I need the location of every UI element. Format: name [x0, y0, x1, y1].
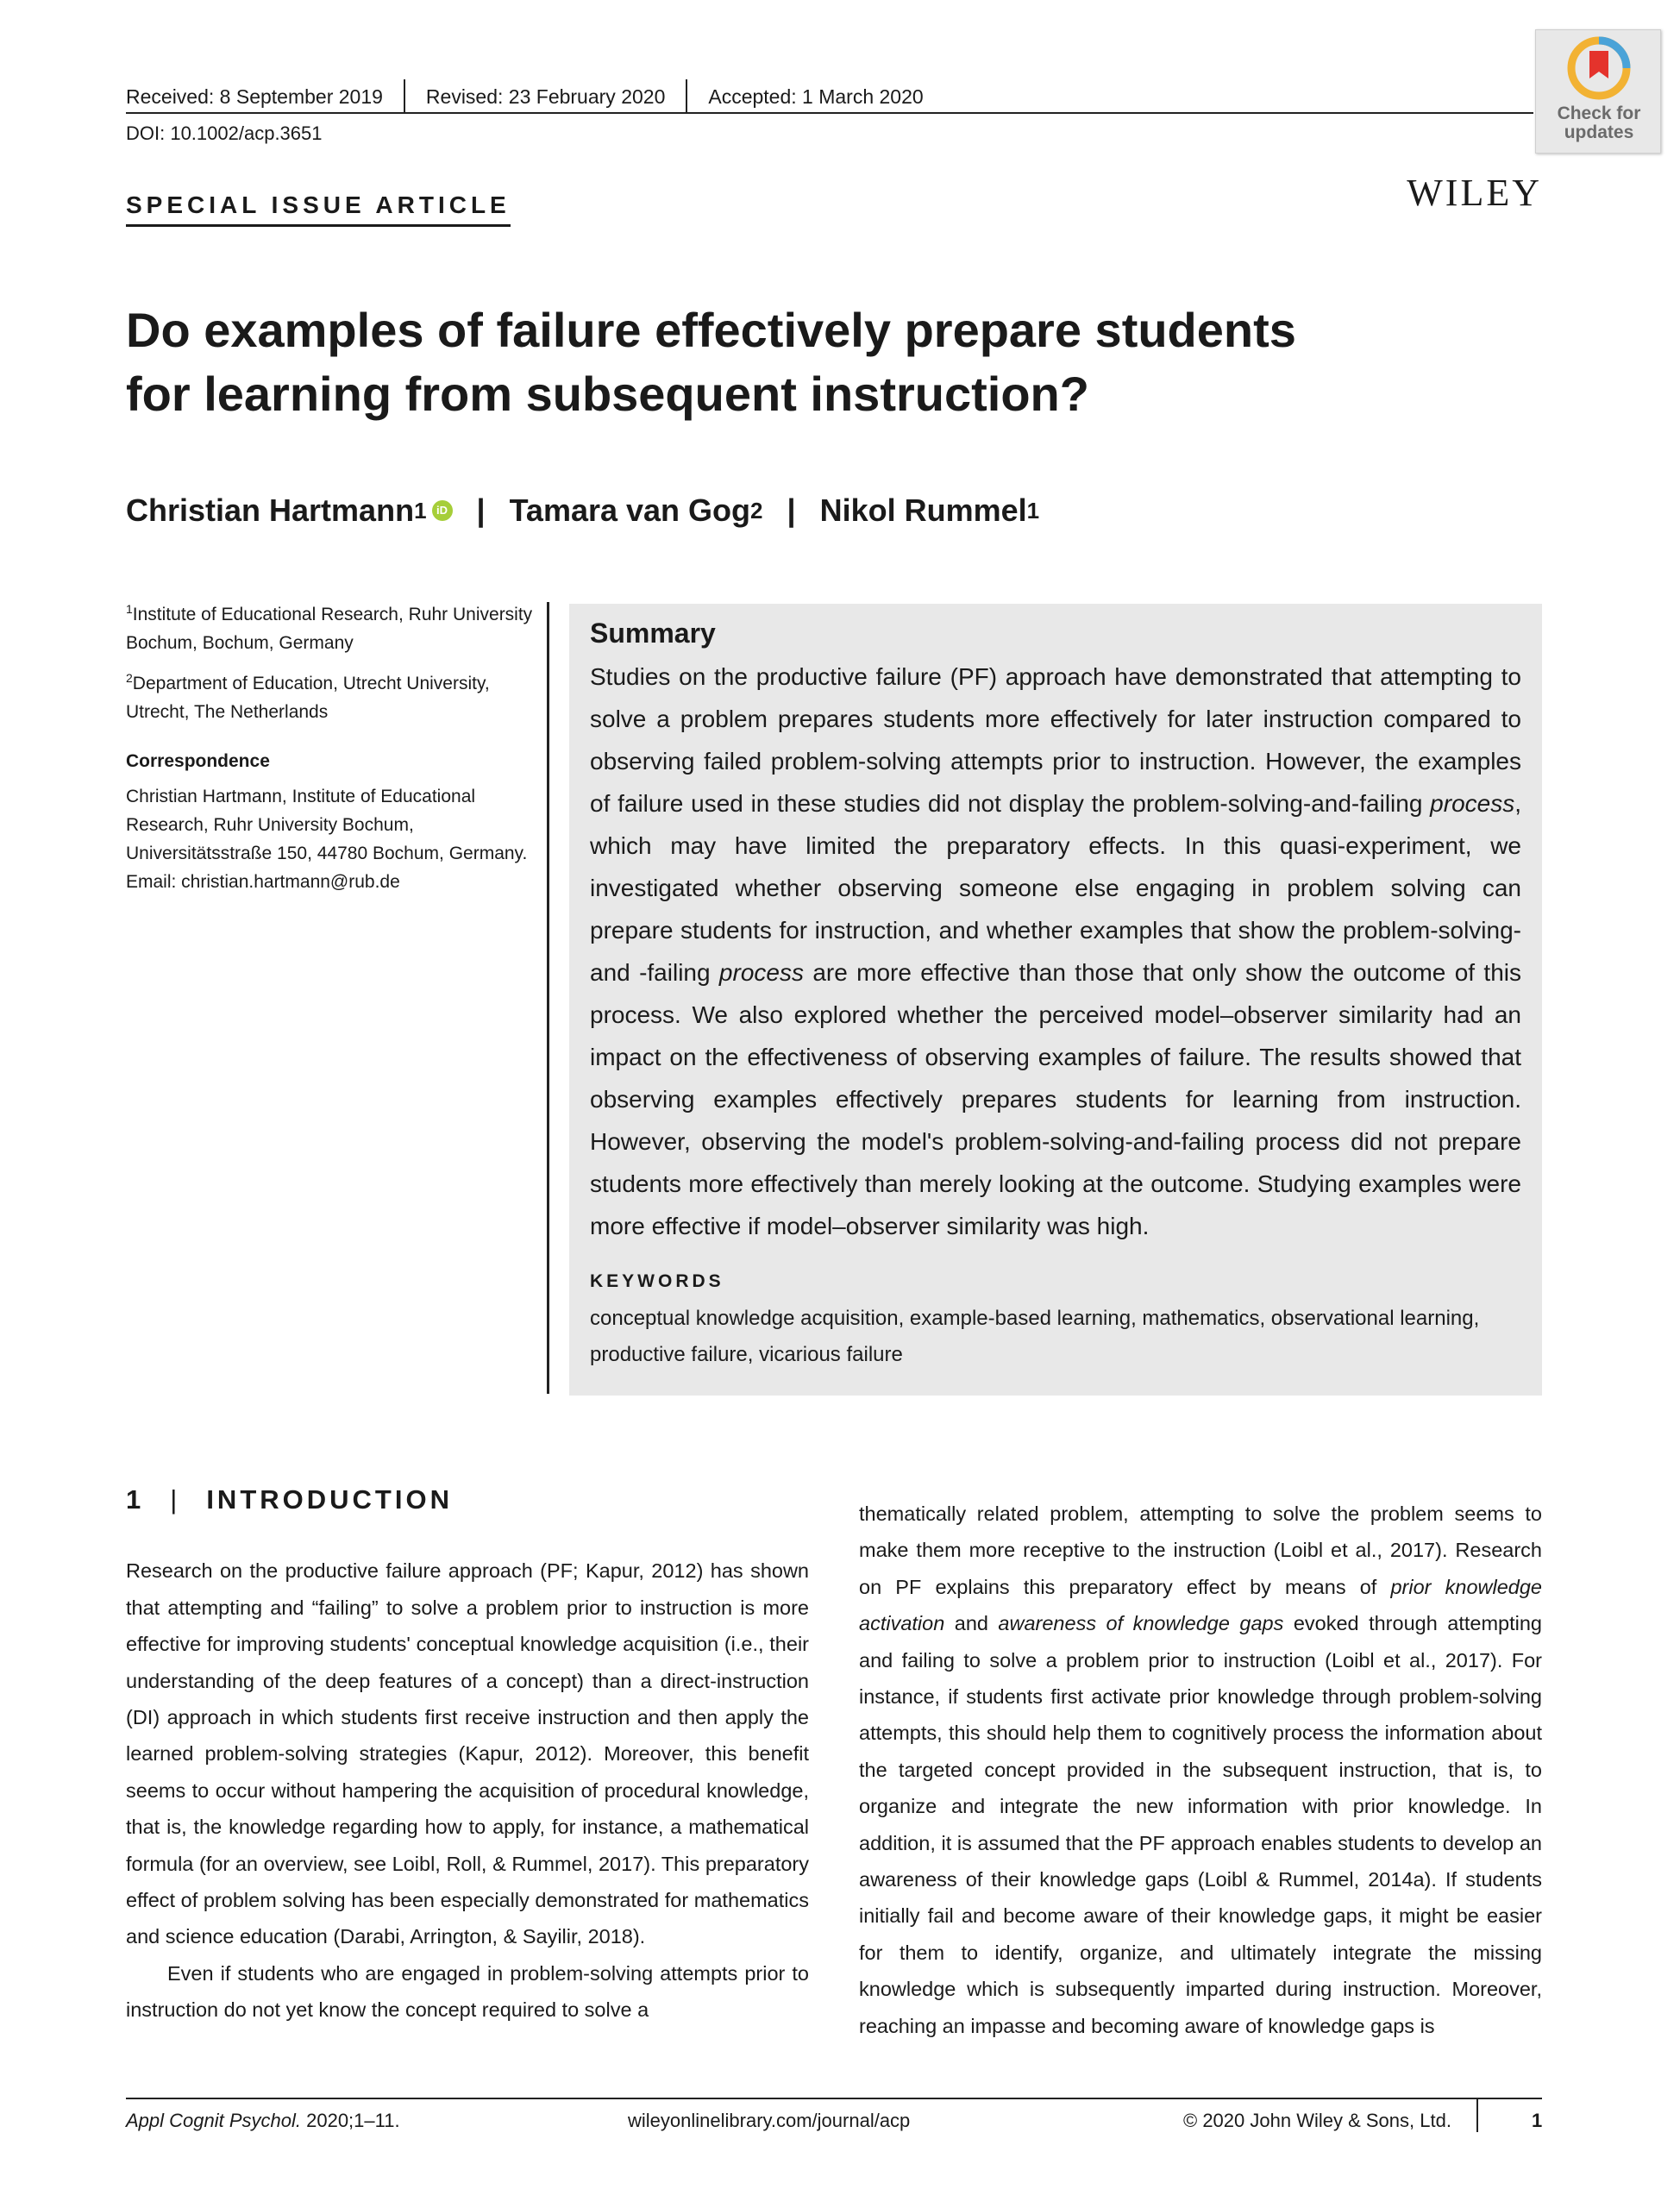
keywords-list: conceptual knowledge acquisition, example-based learning, mathematics, observational learning, productive failure, vicarious failure [590, 1307, 1480, 1366]
header-rule [126, 112, 1533, 114]
title-line-2: for learning from subsequent instruction? [126, 367, 1089, 421]
body-paragraph [859, 1496, 1542, 2044]
section-separator: | [170, 1484, 181, 1515]
abstract-emphasis: process [1430, 790, 1515, 817]
body-text: and [944, 1612, 999, 1635]
publisher-logo: WILEY [1407, 172, 1542, 214]
revised-date: Revised: 23 February 2020 [404, 79, 686, 114]
correspondence-heading: Correspondence [126, 751, 270, 771]
author-affiliation-sup: 2 [750, 497, 763, 524]
journal-citation [126, 2110, 400, 2132]
abstract-part: are more effective than those that only show the outcome of this process. We also explored whether the perceived model–observer similarity had an impact on the effectiveness of observing examples of failure. The results showed that observing examples effectively prepares students for learning from instruction. However, observing the model's problem-solving-and-failing process did not prepare students more effectively than merely looking at the outcome. Studying examples were more effective if model–observer similarity was high. [590, 959, 1521, 1239]
abstract-text [590, 656, 1521, 1247]
correspondence-address: Christian Hartmann, Institute of Educational Research, Ruhr University Bochum, Universitätsstraße 150, 44780 Bochum, Germany. [126, 787, 528, 863]
author-name[interactable]: Nikol Rummel [819, 492, 1027, 528]
copyright: © 2020 John Wiley & Sons, Ltd. [1183, 2110, 1451, 2131]
footer-separator [1476, 2098, 1478, 2132]
body-emphasis: prior knowledge activation [859, 1575, 1542, 1635]
affiliation-sup: 2 [126, 671, 133, 685]
article-type: SPECIAL ISSUE ARTICLE [126, 191, 511, 227]
journal-name: Appl Cognit Psychol. [126, 2110, 301, 2131]
body-paragraph: Research on the productive failure approach (PF; Kapur, 2012) has shown that attempting and “failing” to solve a problem prior to instruction is more effective for improving students' conceptual knowledge acquisition (i.e., their understanding of the deep features of a concept) than a direct-instruction (DI) approach in which students first receive instruction and then apply the learned problem-solving strategies (Kapur, 2012). Moreover, this benefit seems to occur without hampering the acquisition of procedural knowledge, that is, the knowledge regarding how to apply, for instance, a mathematical formula (for an overview, see Loibl, Roll, & Rummel, 2017). This preparatory effect of problem solving has been especially demonstrated for mathematics and science education (Darabi, Arrington, & Sayilir, 2018). [126, 1559, 809, 1948]
page-number: 1 [1532, 2110, 1543, 2131]
affiliation-text: Institute of Educational Research, Ruhr University Bochum, Bochum, Germany [126, 605, 533, 653]
keywords-heading: KEYWORDS [590, 1271, 724, 1291]
badge-line-2: updates [1564, 122, 1634, 142]
check-for-updates-badge[interactable] [1535, 29, 1661, 154]
author-affiliation-sup: 1 [1026, 497, 1040, 524]
article-title [126, 298, 1420, 426]
author-affiliation-sup: 1 [414, 497, 427, 524]
journal-url[interactable]: wileyonlinelibrary.com/journal/acp [628, 2110, 911, 2131]
doi: DOI: 10.1002/acp.3651 [126, 122, 323, 144]
badge-text [1536, 104, 1662, 142]
title-line-1: Do examples of failure effectively prepare students [126, 303, 1296, 357]
body-text: evoked through attempting and failing to solve a problem prior to instruction (Loibl et al., 2017). For instance, if students first activate prior knowledge through problem-solving attempts, this should help them to cognitively process the information about the targeted concept provided in the subsequent instruction, that is, to organize and integrate the new information with prior knowledge. In addition, it is assumed that the PF approach enables students to develop an awareness of their knowledge gaps (Loibl & Rummel, 2014a). If students initially fail and become aware of their knowledge gaps, it might be easier for them to identify, organize, and ultimately integrate the missing knowledge which is subsequently imparted during instruction. Moreover, reaching an impasse and becoming aware of knowledge gaps is [859, 1612, 1542, 2037]
body-column-right [859, 1496, 1542, 2044]
affiliation-sup: 1 [126, 602, 133, 616]
badge-line-1: Check for [1557, 104, 1641, 123]
affiliation-text: Department of Education, Utrecht University, Utrecht, The Netherlands [126, 674, 490, 722]
affiliation [126, 664, 540, 726]
crossmark-icon [1566, 35, 1632, 101]
accepted-date: Accepted: 1 March 2020 [686, 79, 943, 114]
affiliation [126, 595, 540, 657]
body-column-left [126, 1482, 809, 2029]
footer-rule [126, 2098, 1542, 2099]
correspondence-email[interactable]: Email: christian.hartmann@rub.de [126, 872, 400, 892]
sidebar-divider [547, 602, 549, 1394]
author-list [126, 485, 1039, 536]
abstract-part: Studies on the productive failure (PF) approach have demonstrated that attempting to solve a problem prepares students more effectively for later instruction compared to observing failed problem-solving attempts prior to instruction. However, the examples of failure used in these studies did not display the problem-solving-and-failing [590, 663, 1521, 817]
section-title: INTRODUCTION [206, 1484, 453, 1515]
received-date: Received: 8 September 2019 [126, 85, 383, 108]
summary-box [569, 604, 1542, 1396]
abstract-emphasis: process [718, 959, 804, 986]
body-emphasis: awareness of knowledge gaps [998, 1612, 1284, 1635]
author-name[interactable]: Christian Hartmann [126, 492, 415, 528]
article-dates [126, 79, 944, 114]
abstract-part: , which may have limited the preparatory effects. In this quasi-experiment, we investigated whether observing someone else engaging in problem solving can prepare students for instruction, and whether examples that show the problem-solving-and -failing [590, 790, 1521, 986]
summary-heading: Summary [590, 618, 716, 649]
section-heading [126, 1482, 809, 1518]
author-separator: | [476, 492, 486, 528]
body-text: thematically related problem, attempting to solve the problem seems to make them more receptive to the instruction (Loibl et al., 2017). Research on PF explains this preparatory effect by means of [859, 1502, 1542, 1598]
author-separator: | [787, 492, 796, 528]
section-number: 1 [126, 1484, 145, 1515]
author-name[interactable]: Tamara van Gog [509, 492, 751, 528]
body-paragraph: Even if students who are engaged in problem-solving attempts prior to instruction do not yet know the concept required to solve a [126, 1961, 809, 2022]
affiliations-sidebar [126, 595, 540, 903]
correspondence-text [126, 782, 540, 896]
orcid-icon[interactable]: iD [432, 500, 453, 521]
journal-info: 2020;1–11. [301, 2110, 400, 2131]
